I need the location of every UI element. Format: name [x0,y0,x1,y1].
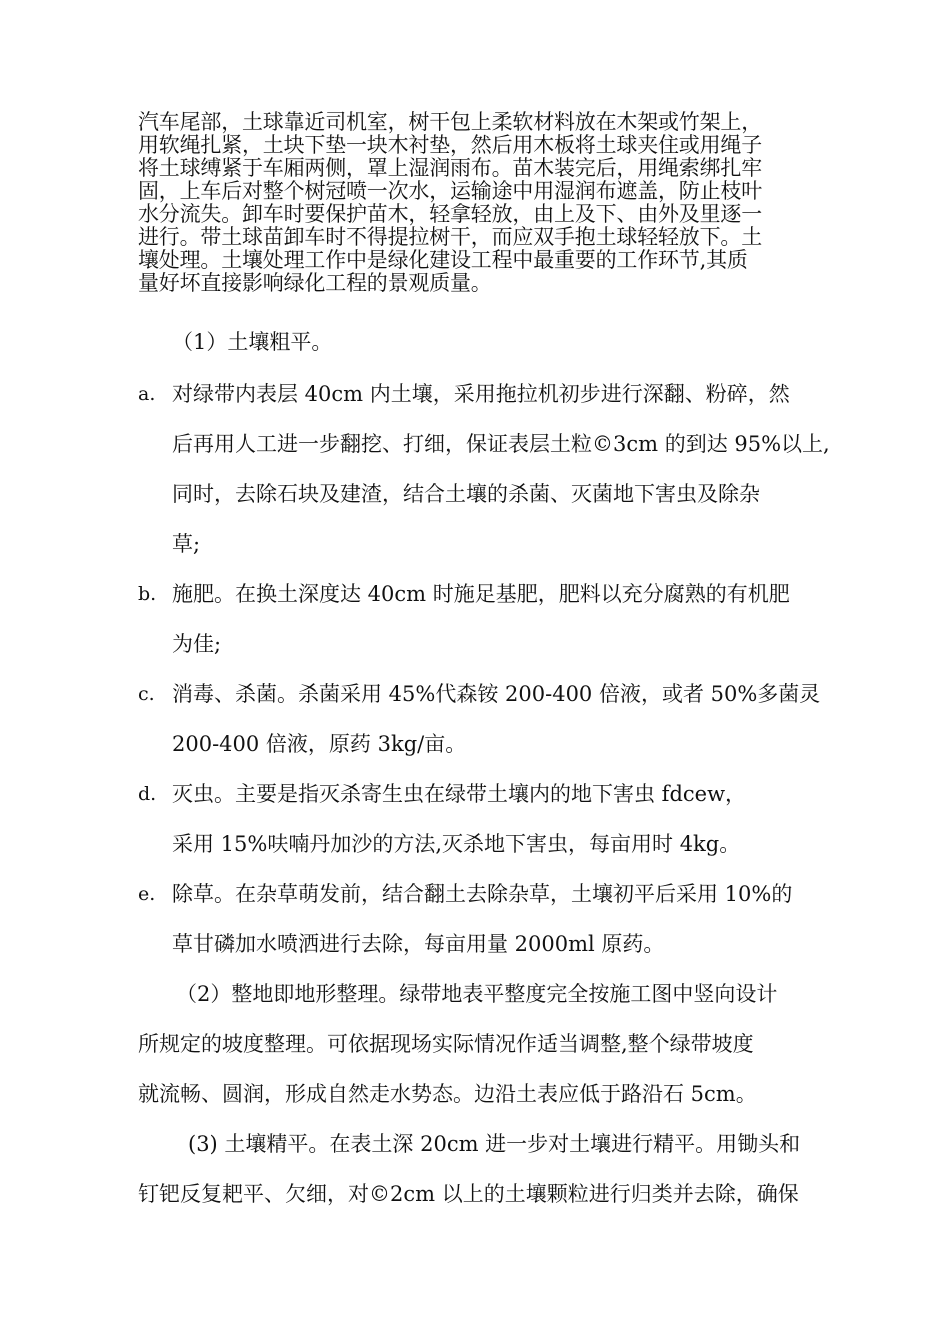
item-d-marker: d. [138,783,157,805]
item-a-line-2: 后再用人工进一步翻挖、打细，保证表层土粒©3cm 的到达 95%以上, [172,432,830,456]
intro-line-3: 将土球缚紧于车厢两侧，罩上湿润雨布。苗木装完后，用绳索绑扎牢 [138,156,762,180]
intro-line-8: 量好坏直接影响绿化工程的景观质量。 [138,271,492,295]
item-c-marker: c. [138,683,155,705]
intro-line-7: 壤处理。土壤处理工作中是绿化建设工程中最重要的工作环节,其质 [138,248,748,272]
item-c-line-2: 200-400 倍液，原药 3kg/亩。 [172,732,467,756]
item-c-line-1: 消毒、杀菌。杀菌采用 45%代森铵 200-400 倍液，或者 50%多菌灵 [172,682,821,706]
item-e-line-2: 草甘磷加水喷洒进行去除，每亩用量 2000ml 原药。 [172,932,665,956]
item-e-marker: e. [138,883,156,905]
section1-heading: （1）土壤粗平。 [172,330,333,354]
intro-line-6: 进行。带土球苗卸车时不得提拉树干，而应双手抱土球轻轻放下。土 [138,225,762,249]
section2-line-2: 所规定的坡度整理。可依据现场实际情况作适当调整,整个绿带坡度 [138,1032,754,1056]
item-a-line-1: 对绿带内表层 40cm 内土壤，采用拖拉机初步进行深翻、粉碎，然 [172,382,790,406]
intro-line-2: 用软绳扎紧，土块下垫一块木衬垫，然后用木板将土球夹住或用绳子 [138,133,762,157]
item-a-line-4: 草; [172,532,201,556]
item-a-line-3: 同时，去除石块及建渣，结合土壤的杀菌、灭菌地下害虫及除杂 [172,482,760,506]
section3-line-2: 钉钯反复耙平、欠细，对©2cm 以上的土壤颗粒进行归类并去除，确保 [138,1182,799,1206]
section2-line-1: （2）整地即地形整理。绿带地表平整度完全按施工图中竖向设计 [176,982,778,1006]
item-b-line-2: 为佳; [172,632,222,656]
section2-line-3: 就流畅、圆润，形成自然走水势态。边沿土表应低于路沿石 5cm。 [138,1082,757,1106]
intro-line-4: 固，上车后对整个树冠喷一次水，运输途中用湿润布遮盖，防止枝叶 [138,179,762,203]
item-d-line-1: 灭虫。主要是指灭杀寄生虫在绿带土壤内的地下害虫 fdcew， [172,782,747,806]
item-d-line-2: 采用 15%呋喃丹加沙的方法,灭杀地下害虫，每亩用时 4kg。 [172,832,741,856]
item-e-line-1: 除草。在杂草萌发前，结合翻土去除杂草，土壤初平后采用 10%的 [172,882,793,906]
item-a-marker: a. [138,383,156,405]
item-b-line-1: 施肥。在换土深度达 40cm 时施足基肥，肥料以充分腐熟的有机肥 [172,582,790,606]
section3-line-1: (3) 土壤精平。在表土深 20cm 进一步对土壤进行精平。用锄头和 [188,1132,801,1156]
intro-line-1: 汽车尾部，土球靠近司机室，树干包上柔软材料放在木架或竹架上， [138,110,762,134]
intro-line-5: 水分流失。卸车时要保护苗木，轻拿轻放，由上及下、由外及里逐一 [138,202,762,226]
item-b-marker: b. [138,583,157,605]
